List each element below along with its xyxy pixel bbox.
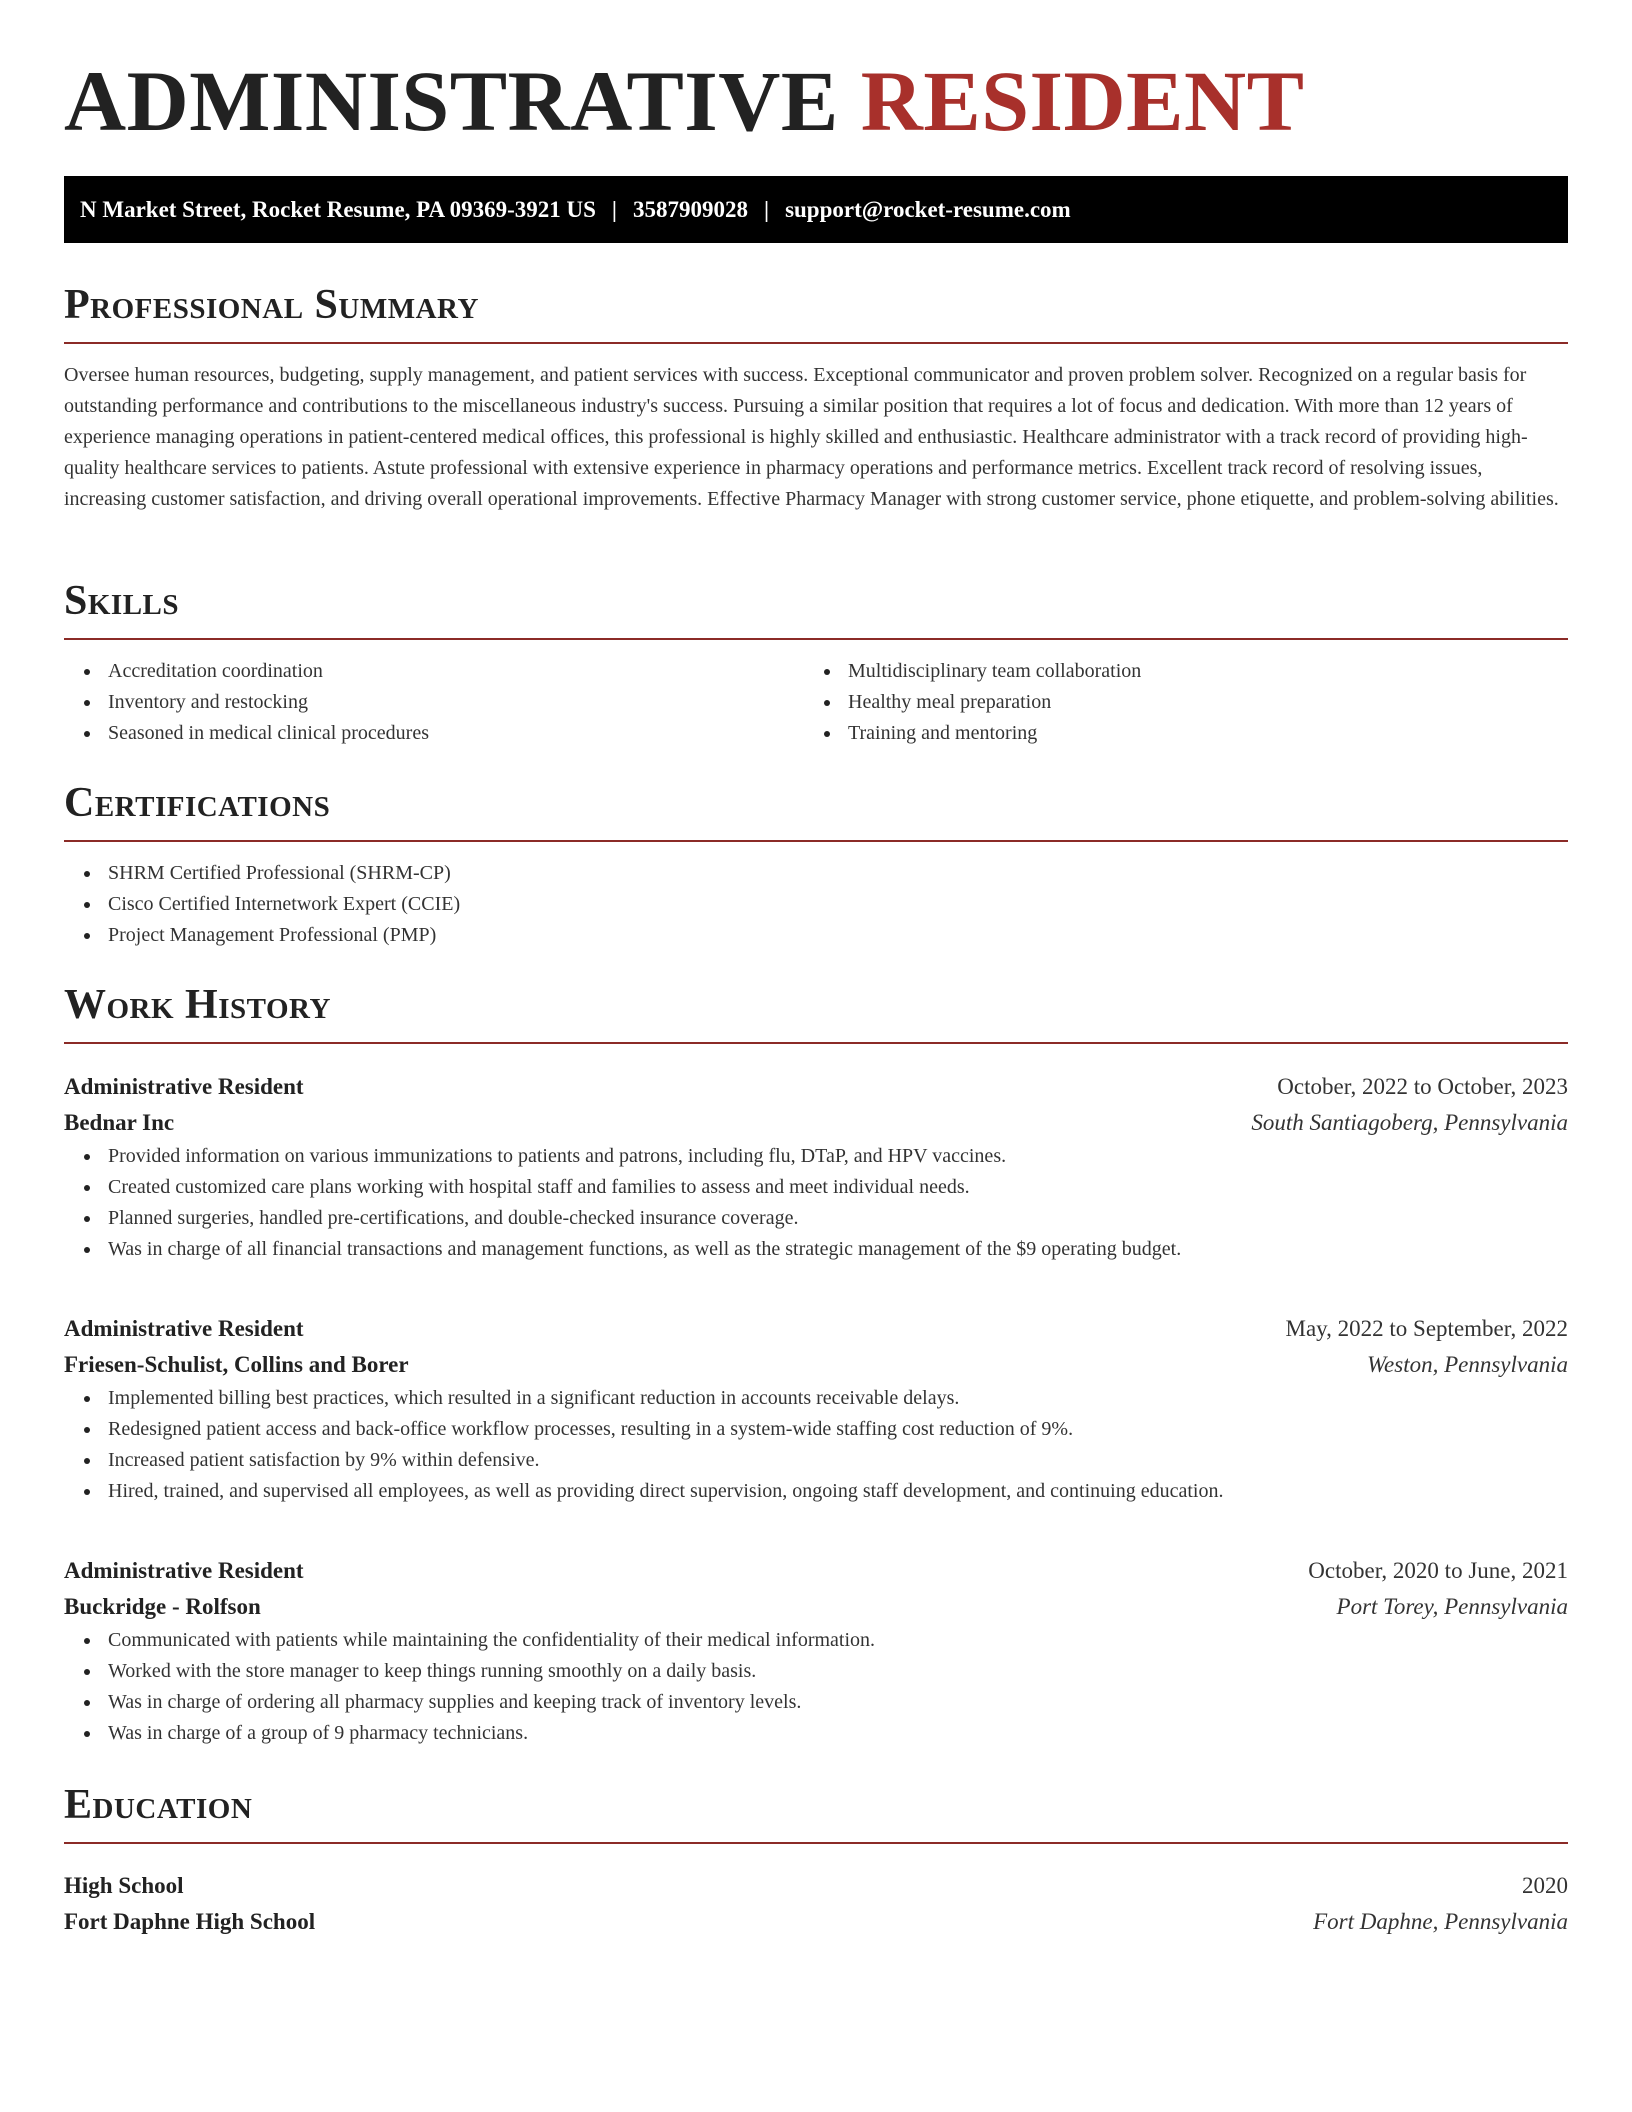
skills-section [64,578,1568,749]
section-divider [64,638,1568,640]
resume-name [64,53,1305,149]
education-degree: High School [64,1873,184,1898]
contact-separator: | [611,196,617,222]
job-bullet: Provided information on various immunizations to patients and patrons, including flu, DTaP, and HPV vaccines. [64,1141,1568,1172]
job-dates: October, 2022 to October, 2023 [1277,1074,1568,1099]
certification-item: Cisco Certified Internetwork Expert (CCIE) [64,889,1568,920]
education-location: Fort Daphne, Pennsylvania [1313,1909,1568,1934]
job-entry [64,1553,1568,1749]
contact-separator: | [763,196,770,222]
skills-list-left [64,656,804,749]
name-first: ADMINISTRATIVE [64,53,839,149]
skill-item: Inventory and restocking [64,687,804,718]
job-entry [64,1069,1568,1265]
job-bullet: Was in charge of ordering all pharmacy supplies and keeping track of inventory levels. [64,1687,1568,1718]
job-location: Weston, Pennsylvania [1366,1352,1568,1377]
job-bullet: Was in charge of a group of 9 pharmacy technicians. [64,1718,1568,1749]
certifications-list [64,858,1568,951]
skill-item: Accreditation coordination [64,656,804,687]
section-title: Work History [64,982,331,1028]
summary-section [64,282,1568,515]
contact-email[interactable]: support@rocket-resume.com [785,196,1071,222]
job-bullet: Was in charge of all financial transactions and management functions, as well as the strategic management of the $9 operating budget. [64,1234,1568,1265]
skill-item: Healthy meal preparation [804,687,1544,718]
job-location: Port Torey, Pennsylvania [1336,1594,1568,1619]
job-company: Buckridge - Rolfson [64,1594,261,1619]
job-dates: May, 2022 to September, 2022 [1285,1316,1568,1341]
section-divider [64,1042,1568,1044]
education-school: Fort Daphne High School [64,1909,316,1934]
education-section [64,1782,1568,1844]
section-title: Certifications [64,780,331,826]
name-last: RESIDENT [860,53,1305,149]
section-divider [64,840,1568,842]
contact-address: N Market Street, Rocket Resume, PA 09369-3921 US [80,196,596,222]
job-company: Friesen-Schulist, Collins and Borer [64,1352,409,1377]
certification-item: SHRM Certified Professional (SHRM-CP) [64,858,1568,889]
job-bullets [64,1625,1568,1749]
job-dates: October, 2020 to June, 2021 [1308,1558,1568,1583]
contact-phone: 3587909028 [632,196,748,222]
job-title: Administrative Resident [64,1316,304,1341]
section-title: Skills [64,578,180,624]
summary-text: Oversee human resources, budgeting, supply management, and patient services with success. Exceptional communicator and proven problem solver. Recognized on a regular basis for outstanding performance and contributions to the miscellaneous industry's success. Pursuing a similar position that requires a lot of focus and dedication. With more than 12 years of experience managing operations in patient-centered medical offices, this professional is highly skilled and enthusiastic. Healthcare administrator with a track record of providing high-quality healthcare services to patients. Astute professional with extensive experience in pharmacy operations and performance metrics. Excellent track record of resolving issues, increasing customer satisfaction, and driving overall operational improvements. Effective Pharmacy Manager with strong customer service, phone etiquette, and problem-solving abilities. [64,364,1559,510]
contact-bar [64,176,1568,243]
job-bullet: Communicated with patients while maintaining the confidentiality of their medical information. [64,1625,1568,1656]
section-title: Professional Summary [64,282,479,328]
job-title: Administrative Resident [64,1558,304,1583]
skill-item: Seasoned in medical clinical procedures [64,718,804,749]
job-bullets [64,1383,1568,1507]
certification-item: Project Management Professional (PMP) [64,920,1568,951]
certifications-section [64,780,1568,951]
section-title: Education [64,1782,253,1828]
job-bullet: Worked with the store manager to keep things running smoothly on a daily basis. [64,1656,1568,1687]
education-year: 2020 [1522,1873,1568,1898]
skill-item: Multidisciplinary team collaboration [804,656,1544,687]
job-location: South Santiagoberg, Pennsylvania [1251,1110,1568,1135]
section-divider [64,342,1568,344]
job-bullet: Hired, trained, and supervised all employees, as well as providing direct supervision, ongoing staff development, and continuing education. [64,1476,1568,1507]
job-bullet: Implemented billing best practices, which resulted in a significant reduction in accounts receivable delays. [64,1383,1568,1414]
job-bullet: Increased patient satisfaction by 9% within defensive. [64,1445,1568,1476]
job-title: Administrative Resident [64,1074,304,1099]
skill-item: Training and mentoring [804,718,1544,749]
job-bullet: Redesigned patient access and back-office workflow processes, resulting in a system-wide staffing cost reduction of 9%. [64,1414,1568,1445]
job-bullets [64,1141,1568,1265]
job-company: Bednar Inc [64,1110,175,1135]
section-divider [64,1842,1568,1844]
work-history-section [64,982,1568,1044]
job-entry [64,1311,1568,1507]
job-bullet: Planned surgeries, handled pre-certifications, and double-checked insurance coverage. [64,1203,1568,1234]
education-entry [64,1868,1568,1940]
job-bullet: Created customized care plans working with hospital staff and families to assess and meet individual needs. [64,1172,1568,1203]
skills-list-right [804,656,1544,749]
